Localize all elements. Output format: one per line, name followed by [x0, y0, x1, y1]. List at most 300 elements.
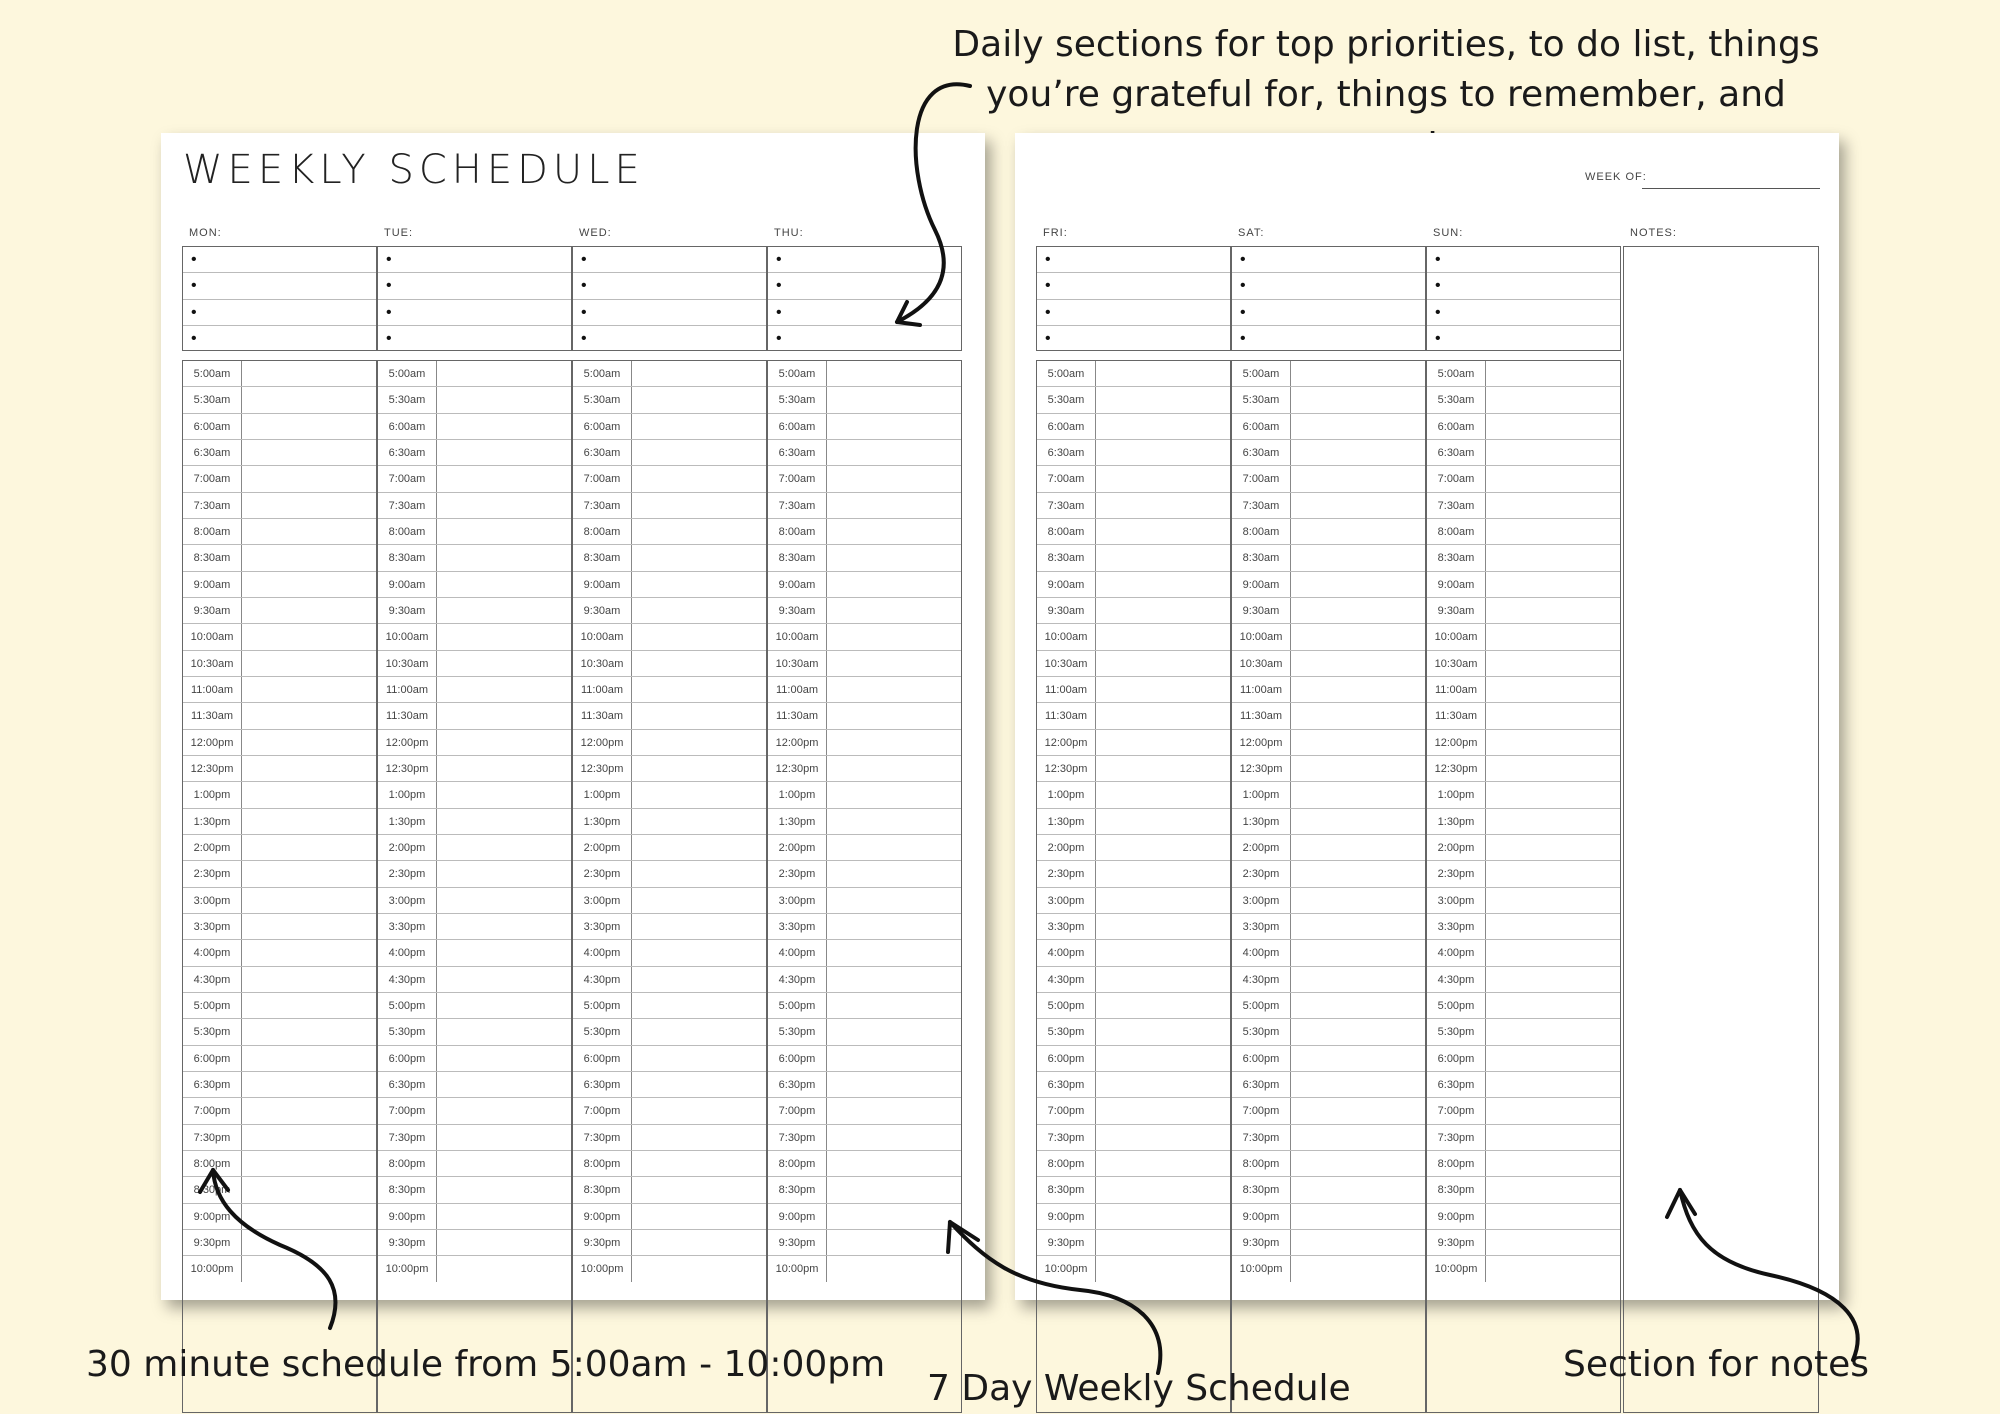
time-slot-field[interactable] [632, 730, 766, 755]
time-slot-row[interactable] [1427, 387, 1620, 413]
time-slot-field[interactable] [1096, 861, 1230, 886]
time-slot-field[interactable] [1096, 466, 1230, 491]
time-slot-row[interactable] [1037, 545, 1230, 571]
time-slot-row[interactable] [573, 440, 766, 466]
time-slot-row[interactable] [183, 940, 376, 966]
time-slot-row[interactable] [1037, 440, 1230, 466]
time-slot-field[interactable] [632, 414, 766, 439]
time-slot-field[interactable] [1096, 1230, 1230, 1255]
time-slot-field[interactable] [1096, 598, 1230, 623]
time-slot-field[interactable] [437, 993, 571, 1018]
time-slot-field[interactable] [1291, 1098, 1425, 1123]
time-slot-row[interactable] [1232, 809, 1425, 835]
priority-item[interactable]: • [378, 273, 571, 299]
time-slot-row[interactable] [378, 677, 571, 703]
time-slot-row[interactable] [378, 730, 571, 756]
time-slot-field[interactable] [827, 1019, 961, 1044]
priority-item[interactable]: • [191, 329, 197, 347]
priority-item[interactable]: • [183, 273, 376, 299]
time-slot-field[interactable] [827, 756, 961, 781]
time-slot-row[interactable] [1427, 1019, 1620, 1045]
time-slot-row[interactable] [573, 782, 766, 808]
time-slot-row[interactable] [573, 1230, 766, 1256]
time-slot-field[interactable] [242, 387, 376, 412]
time-slot-row[interactable] [1037, 888, 1230, 914]
time-slot-field[interactable] [242, 414, 376, 439]
time-slot-field[interactable] [1096, 572, 1230, 597]
time-slot-row[interactable] [768, 651, 961, 677]
time-slot-row[interactable] [183, 387, 376, 413]
time-slot-field[interactable] [1096, 1204, 1230, 1229]
time-slot-row[interactable] [573, 361, 766, 387]
time-slot-field[interactable] [437, 730, 571, 755]
time-slot-row[interactable] [1232, 914, 1425, 940]
time-slot-row[interactable] [573, 914, 766, 940]
time-slot-row[interactable] [768, 1098, 961, 1124]
time-slot-row[interactable] [1427, 519, 1620, 545]
time-slot-row[interactable] [1427, 1151, 1620, 1177]
time-slot-field[interactable] [1486, 1151, 1620, 1176]
time-slot-row[interactable] [378, 572, 571, 598]
time-slot-row[interactable] [1037, 1072, 1230, 1098]
time-slot-field[interactable] [1096, 782, 1230, 807]
time-slot-field[interactable] [1291, 361, 1425, 386]
time-slot-field[interactable] [1291, 677, 1425, 702]
time-slot-row[interactable] [1232, 756, 1425, 782]
time-slot-row[interactable] [768, 1046, 961, 1072]
time-slot-field[interactable] [437, 677, 571, 702]
time-slot-field[interactable] [1486, 519, 1620, 544]
time-slot-row[interactable] [573, 730, 766, 756]
time-slot-field[interactable] [1486, 835, 1620, 860]
time-slot-row[interactable] [1232, 414, 1425, 440]
time-slot-row[interactable] [1232, 730, 1425, 756]
time-slot-field[interactable] [1291, 651, 1425, 676]
time-slot-field[interactable] [1291, 1256, 1425, 1282]
time-slot-row[interactable] [768, 572, 961, 598]
time-slot-field[interactable] [632, 809, 766, 834]
time-slot-field[interactable] [242, 1177, 376, 1202]
time-slot-field[interactable] [1486, 361, 1620, 386]
time-slot-field[interactable] [242, 1072, 376, 1097]
time-slot-field[interactable] [827, 361, 961, 386]
time-slot-field[interactable] [1096, 914, 1230, 939]
time-slot-field[interactable] [1486, 1019, 1620, 1044]
time-slot-row[interactable] [1232, 782, 1425, 808]
time-slot-field[interactable] [632, 466, 766, 491]
priority-item[interactable]: • [581, 329, 587, 347]
time-slot-row[interactable] [1232, 1256, 1425, 1282]
priority-item[interactable]: • [1037, 273, 1230, 299]
time-slot-row[interactable] [1037, 651, 1230, 677]
time-slot-row[interactable] [183, 440, 376, 466]
time-slot-row[interactable] [573, 756, 766, 782]
time-slot-row[interactable] [378, 1256, 571, 1282]
time-slot-row[interactable] [768, 624, 961, 650]
time-slot-field[interactable] [827, 1204, 961, 1229]
time-slot-row[interactable] [1232, 1019, 1425, 1045]
time-slot-field[interactable] [827, 440, 961, 465]
time-slot-row[interactable] [768, 993, 961, 1019]
time-slot-field[interactable] [632, 1125, 766, 1150]
time-slot-row[interactable] [1037, 703, 1230, 729]
time-slot-row[interactable] [768, 361, 961, 387]
time-slot-field[interactable] [437, 967, 571, 992]
time-slot-row[interactable] [183, 519, 376, 545]
time-slot-row[interactable] [183, 493, 376, 519]
time-slot-row[interactable] [1037, 1019, 1230, 1045]
time-slot-field[interactable] [827, 624, 961, 649]
time-slot-field[interactable] [827, 493, 961, 518]
time-slot-row[interactable] [1232, 1230, 1425, 1256]
time-slot-field[interactable] [242, 1204, 376, 1229]
time-slot-row[interactable] [378, 361, 571, 387]
time-slot-row[interactable] [768, 466, 961, 492]
time-slot-field[interactable] [437, 1230, 571, 1255]
time-slot-field[interactable] [437, 1019, 571, 1044]
time-slot-field[interactable] [242, 703, 376, 728]
time-slot-field[interactable] [632, 1256, 766, 1282]
time-slot-row[interactable] [768, 703, 961, 729]
time-slot-row[interactable] [1427, 1256, 1620, 1282]
time-slot-field[interactable] [437, 861, 571, 886]
time-slot-field[interactable] [632, 888, 766, 913]
time-slot-row[interactable] [378, 809, 571, 835]
time-slot-row[interactable] [183, 914, 376, 940]
time-slot-field[interactable] [1486, 414, 1620, 439]
time-slot-field[interactable] [242, 677, 376, 702]
time-slot-field[interactable] [827, 1256, 961, 1282]
time-slot-field[interactable] [632, 387, 766, 412]
time-slot-field[interactable] [437, 545, 571, 570]
time-slot-field[interactable] [827, 1125, 961, 1150]
time-slot-field[interactable] [632, 993, 766, 1018]
time-slot-field[interactable] [242, 993, 376, 1018]
time-slot-row[interactable] [573, 835, 766, 861]
time-slot-field[interactable] [1486, 1256, 1620, 1282]
time-slot-field[interactable] [242, 440, 376, 465]
time-slot-field[interactable] [1486, 782, 1620, 807]
time-slot-row[interactable] [768, 756, 961, 782]
time-slot-row[interactable] [573, 624, 766, 650]
time-slot-field[interactable] [1486, 387, 1620, 412]
time-slot-field[interactable] [1486, 888, 1620, 913]
time-slot-field[interactable] [1291, 835, 1425, 860]
time-slot-field[interactable] [242, 940, 376, 965]
time-slot-row[interactable] [183, 466, 376, 492]
time-slot-field[interactable] [242, 361, 376, 386]
time-slot-field[interactable] [1486, 545, 1620, 570]
week-of-field[interactable] [1642, 188, 1820, 189]
time-slot-row[interactable] [1037, 1177, 1230, 1203]
time-slot-row[interactable] [1037, 914, 1230, 940]
time-slot-field[interactable] [1291, 809, 1425, 834]
time-slot-field[interactable] [1291, 1046, 1425, 1071]
time-slot-row[interactable] [573, 993, 766, 1019]
time-slot-field[interactable] [1291, 624, 1425, 649]
time-slot-field[interactable] [1291, 572, 1425, 597]
time-slot-row[interactable] [183, 756, 376, 782]
time-slot-row[interactable] [183, 835, 376, 861]
time-slot-row[interactable] [1427, 967, 1620, 993]
notes-section[interactable] [1623, 246, 1819, 1413]
time-slot-field[interactable] [242, 888, 376, 913]
time-slot-field[interactable] [827, 914, 961, 939]
time-slot-row[interactable] [768, 1151, 961, 1177]
time-slot-field[interactable] [1291, 598, 1425, 623]
time-slot-row[interactable] [1427, 493, 1620, 519]
time-slot-row[interactable] [1037, 1256, 1230, 1282]
time-slot-field[interactable] [1291, 1151, 1425, 1176]
priority-item[interactable]: • [1427, 273, 1620, 299]
time-slot-field[interactable] [827, 651, 961, 676]
time-slot-field[interactable] [827, 967, 961, 992]
time-slot-row[interactable] [573, 1125, 766, 1151]
priority-item[interactable]: • [1232, 273, 1425, 299]
time-slot-row[interactable] [378, 888, 571, 914]
time-slot-row[interactable] [573, 888, 766, 914]
time-slot-field[interactable] [632, 756, 766, 781]
priority-item[interactable]: • [1232, 247, 1425, 273]
time-slot-field[interactable] [1291, 703, 1425, 728]
time-slot-row[interactable] [573, 967, 766, 993]
time-slot-field[interactable] [242, 1046, 376, 1071]
time-slot-row[interactable] [378, 967, 571, 993]
time-slot-row[interactable] [768, 440, 961, 466]
time-slot-field[interactable] [1291, 493, 1425, 518]
time-slot-row[interactable] [1037, 361, 1230, 387]
time-slot-row[interactable] [768, 493, 961, 519]
time-slot-row[interactable] [1037, 466, 1230, 492]
time-slot-row[interactable] [1037, 1204, 1230, 1230]
time-slot-row[interactable] [1427, 1230, 1620, 1256]
time-slot-row[interactable] [768, 1256, 961, 1282]
time-slot-field[interactable] [1486, 572, 1620, 597]
time-slot-row[interactable] [378, 651, 571, 677]
time-slot-field[interactable] [1291, 730, 1425, 755]
time-slot-field[interactable] [437, 387, 571, 412]
time-slot-row[interactable] [1232, 888, 1425, 914]
time-slot-row[interactable] [1037, 598, 1230, 624]
time-slot-field[interactable] [437, 440, 571, 465]
time-slot-field[interactable] [632, 1230, 766, 1255]
time-slot-row[interactable] [183, 809, 376, 835]
time-slot-row[interactable] [378, 861, 571, 887]
time-slot-row[interactable] [573, 1098, 766, 1124]
time-slot-field[interactable] [242, 466, 376, 491]
time-slot-field[interactable] [1096, 1098, 1230, 1123]
time-slot-field[interactable] [1096, 1046, 1230, 1071]
time-slot-row[interactable] [1037, 730, 1230, 756]
time-slot-field[interactable] [1291, 940, 1425, 965]
time-slot-field[interactable] [827, 835, 961, 860]
time-slot-row[interactable] [573, 1204, 766, 1230]
priority-item[interactable]: • [768, 300, 961, 326]
time-slot-field[interactable] [827, 414, 961, 439]
time-slot-field[interactable] [437, 1177, 571, 1202]
time-slot-field[interactable] [1486, 993, 1620, 1018]
priority-item[interactable]: • [1037, 300, 1230, 326]
time-slot-row[interactable] [573, 1151, 766, 1177]
time-slot-row[interactable] [1427, 1125, 1620, 1151]
time-slot-field[interactable] [1096, 756, 1230, 781]
time-slot-row[interactable] [378, 598, 571, 624]
time-slot-field[interactable] [632, 1019, 766, 1044]
time-slot-field[interactable] [437, 1125, 571, 1150]
time-slot-field[interactable] [1096, 1256, 1230, 1282]
time-slot-field[interactable] [632, 782, 766, 807]
time-slot-field[interactable] [632, 914, 766, 939]
time-slot-row[interactable] [1037, 809, 1230, 835]
time-slot-row[interactable] [183, 1151, 376, 1177]
time-slot-row[interactable] [378, 756, 571, 782]
time-slot-row[interactable] [1037, 756, 1230, 782]
time-slot-field[interactable] [1291, 1019, 1425, 1044]
time-slot-field[interactable] [1096, 440, 1230, 465]
priority-item[interactable]: • [768, 273, 961, 299]
time-slot-row[interactable] [378, 493, 571, 519]
time-slot-row[interactable] [768, 888, 961, 914]
time-slot-field[interactable] [632, 835, 766, 860]
time-slot-row[interactable] [378, 414, 571, 440]
time-slot-field[interactable] [632, 572, 766, 597]
time-slot-row[interactable] [1037, 1151, 1230, 1177]
time-slot-row[interactable] [1427, 756, 1620, 782]
priority-item[interactable]: • [573, 247, 766, 273]
time-slot-row[interactable] [1427, 730, 1620, 756]
time-slot-row[interactable] [768, 730, 961, 756]
time-slot-field[interactable] [1486, 624, 1620, 649]
time-slot-field[interactable] [1291, 756, 1425, 781]
time-slot-row[interactable] [1037, 493, 1230, 519]
time-slot-row[interactable] [1232, 545, 1425, 571]
time-slot-row[interactable] [573, 519, 766, 545]
time-slot-row[interactable] [1232, 387, 1425, 413]
time-slot-row[interactable] [183, 572, 376, 598]
time-slot-field[interactable] [1291, 414, 1425, 439]
time-slot-field[interactable] [1486, 940, 1620, 965]
time-slot-field[interactable] [242, 598, 376, 623]
time-slot-row[interactable] [1427, 598, 1620, 624]
time-slot-field[interactable] [1486, 756, 1620, 781]
time-slot-row[interactable] [183, 624, 376, 650]
time-slot-row[interactable] [1427, 809, 1620, 835]
priority-item[interactable]: • [1045, 329, 1051, 347]
priority-item[interactable]: • [386, 329, 392, 347]
time-slot-field[interactable] [437, 1046, 571, 1071]
time-slot-field[interactable] [1291, 1230, 1425, 1255]
time-slot-row[interactable] [1232, 572, 1425, 598]
time-slot-row[interactable] [1232, 861, 1425, 887]
time-slot-row[interactable] [183, 677, 376, 703]
time-slot-row[interactable] [1232, 1046, 1425, 1072]
time-slot-row[interactable] [1037, 414, 1230, 440]
time-slot-row[interactable] [1037, 624, 1230, 650]
time-slot-field[interactable] [827, 466, 961, 491]
time-slot-row[interactable] [378, 782, 571, 808]
time-slot-field[interactable] [242, 1125, 376, 1150]
priority-item[interactable]: • [573, 273, 766, 299]
priority-item[interactable]: • [573, 300, 766, 326]
time-slot-row[interactable] [1427, 993, 1620, 1019]
time-slot-field[interactable] [1486, 1230, 1620, 1255]
time-slot-row[interactable] [378, 940, 571, 966]
time-slot-row[interactable] [1037, 677, 1230, 703]
time-slot-row[interactable] [1427, 651, 1620, 677]
time-slot-field[interactable] [437, 1204, 571, 1229]
time-slot-field[interactable] [437, 624, 571, 649]
time-slot-row[interactable] [1427, 703, 1620, 729]
time-slot-field[interactable] [1096, 519, 1230, 544]
time-slot-row[interactable] [573, 493, 766, 519]
time-slot-field[interactable] [437, 809, 571, 834]
time-slot-row[interactable] [768, 1019, 961, 1045]
time-slot-field[interactable] [1096, 624, 1230, 649]
time-slot-field[interactable] [437, 914, 571, 939]
time-slot-field[interactable] [1486, 677, 1620, 702]
time-slot-row[interactable] [1232, 940, 1425, 966]
time-slot-field[interactable] [1486, 1125, 1620, 1150]
time-slot-row[interactable] [183, 1230, 376, 1256]
time-slot-field[interactable] [827, 861, 961, 886]
priority-item[interactable]: • [776, 329, 782, 347]
time-slot-row[interactable] [378, 1230, 571, 1256]
time-slot-row[interactable] [573, 466, 766, 492]
time-slot-field[interactable] [1096, 993, 1230, 1018]
time-slot-row[interactable] [1232, 967, 1425, 993]
time-slot-field[interactable] [632, 861, 766, 886]
time-slot-field[interactable] [827, 730, 961, 755]
time-slot-field[interactable] [242, 1098, 376, 1123]
time-slot-row[interactable] [768, 677, 961, 703]
time-slot-row[interactable] [1232, 1072, 1425, 1098]
time-slot-field[interactable] [632, 940, 766, 965]
time-slot-row[interactable] [1232, 598, 1425, 624]
time-slot-field[interactable] [1096, 967, 1230, 992]
time-slot-row[interactable] [1232, 493, 1425, 519]
time-slot-field[interactable] [1096, 809, 1230, 834]
time-slot-field[interactable] [632, 703, 766, 728]
time-slot-field[interactable] [437, 888, 571, 913]
time-slot-field[interactable] [632, 1204, 766, 1229]
time-slot-row[interactable] [1037, 861, 1230, 887]
time-slot-row[interactable] [573, 1019, 766, 1045]
time-slot-field[interactable] [242, 1151, 376, 1176]
time-slot-row[interactable] [573, 940, 766, 966]
time-slot-field[interactable] [827, 1098, 961, 1123]
time-slot-row[interactable] [1232, 519, 1425, 545]
time-slot-field[interactable] [242, 835, 376, 860]
time-slot-row[interactable] [1427, 1204, 1620, 1230]
priority-item[interactable]: • [1037, 247, 1230, 273]
time-slot-row[interactable] [378, 545, 571, 571]
time-slot-field[interactable] [437, 1151, 571, 1176]
time-slot-row[interactable] [1037, 993, 1230, 1019]
priority-item[interactable]: • [183, 247, 376, 273]
time-slot-row[interactable] [1427, 835, 1620, 861]
time-slot-field[interactable] [827, 1151, 961, 1176]
time-slot-row[interactable] [768, 782, 961, 808]
time-slot-field[interactable] [437, 361, 571, 386]
time-slot-row[interactable] [1232, 993, 1425, 1019]
time-slot-field[interactable] [1096, 730, 1230, 755]
time-slot-row[interactable] [573, 1256, 766, 1282]
time-slot-field[interactable] [1096, 1177, 1230, 1202]
time-slot-field[interactable] [1096, 1151, 1230, 1176]
time-slot-field[interactable] [827, 1072, 961, 1097]
time-slot-field[interactable] [437, 703, 571, 728]
time-slot-field[interactable] [1096, 835, 1230, 860]
